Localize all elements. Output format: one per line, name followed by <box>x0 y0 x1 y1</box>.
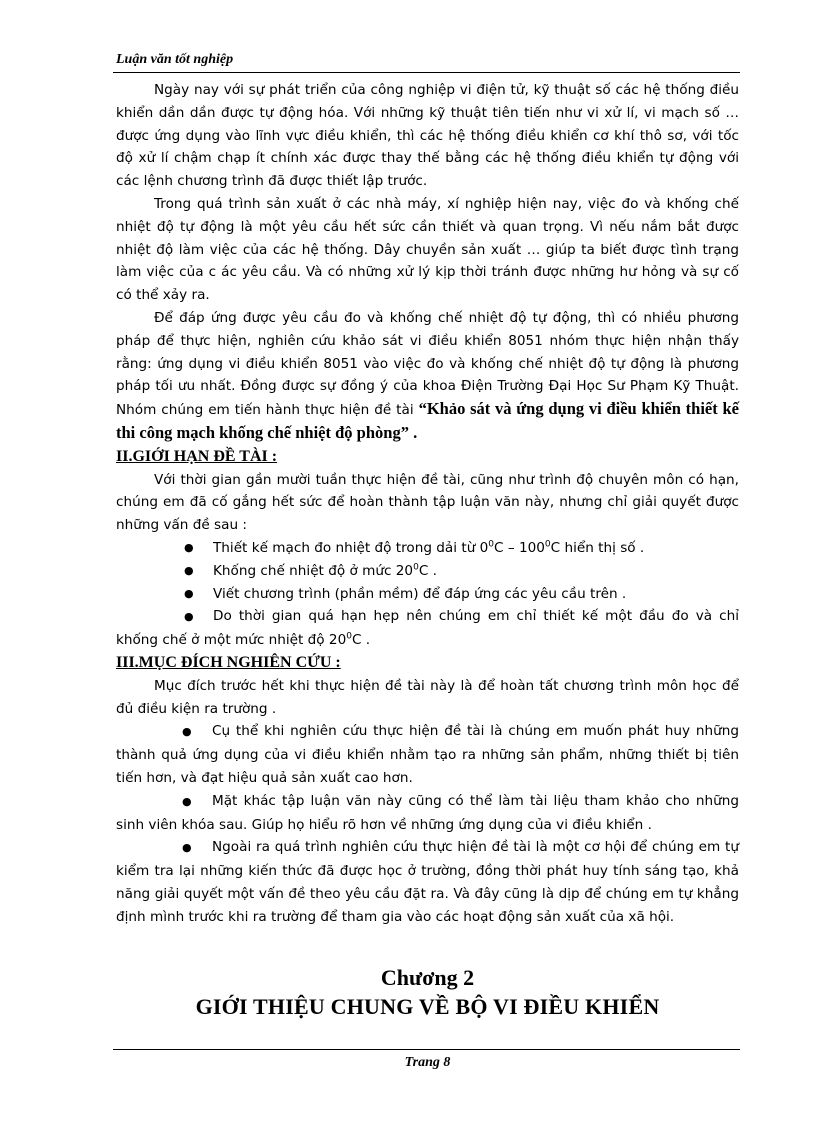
list-item: ● Do thời gian quá hạn hẹp nên chúng em chỉ thiết kế một đầu đo và chỉ khống chế ở một mức nhiệt độ $20^0C$ . <box>116 608 739 649</box>
intro-paragraph-2: Trong quá trình sản xuất ở các nhà máy, xí nghiệp hiện nay, việc đo và khống chế nhiệt độ tự động là một yêu cầu hết sức cần thiết và quan trọng. Vì nếu nắm bắt được nhiệt độ làm việc của các hệ thống. Dây chuyền sản xuất … giúp ta biết được tình trạng làm việc của c ác yêu cầu. Và có những xử lý kịp thời tránh được những hư hỏng và sự cố có thể xảy ra. <box>116 195 739 304</box>
page-number: Trang 8 <box>404 1055 451 1070</box>
section-2-intro: Với thời gian gần mười tuần thực hiện đề tài, cũng như trình độ chuyên môn có hạn, chúng em đã cố gắng hết sức để hoàn thành tập luận văn này, nhưng chỉ giải quyết được những vấn đề sau : <box>116 471 739 534</box>
page-header-title: Luận văn tốt nghiệp <box>116 52 234 67</box>
bullet-icon: ● <box>184 586 194 600</box>
list-item: ● Ngoài ra quá trình nghiên cứu thực hiện đề tài là một cơ hội để chúng em tự kiểm tra lại những kiến thức đã được học ở trường, đồng thời phát huy tính sáng tạo, khả năng giải quyết một vấn đề theo yêu cầu đặt ra. Và đây cũng là dịp để chúng em tự khẳng định mình trước khi ra trường để tham gia vào các hoạt động sản xuất của xã hội. <box>116 839 739 925</box>
bullet-icon: ● <box>182 725 192 739</box>
document-body <box>116 79 739 928</box>
chapter-number: Chương 2 <box>380 965 475 990</box>
bullet-icon: ● <box>184 563 194 577</box>
list-item: ● Khống chế nhiệt độ ở mức $20^0C$ . <box>116 560 739 583</box>
chapter-title: GIỚI THIỆU CHUNG VỀ BỘ VI ĐIỀU KHIỂN <box>195 994 660 1019</box>
header-rule <box>113 72 740 73</box>
paragraph-3-text: Để đáp ứng được yêu cầu đo và khống chế nhiệt độ tự động, thì có nhiều phương pháp để thực hiện, nghiên cứu khảo sát vi điều khiển 8051 nhóm thực hiện nhận thấy rằng: ứng dụng vi điều khiển 8051 vào việc đo và khống chế nhiệt độ tự động là phương pháp tối ưu nhất. Đồng được sự đồng ý của khoa Điện Trường Đại Học Sư Phạm Kỹ Thuật. Nhóm chúng em tiến hành thực hiện đề tài <box>116 309 739 419</box>
section-2-bullet-list <box>116 537 739 652</box>
section-3-heading: III.MỤC ĐÍCH NGHIÊN CỨU : <box>116 653 341 671</box>
bullet-icon: ● <box>182 794 192 808</box>
bullet-icon: ● <box>184 540 194 554</box>
list-item: ● Mặt khác tập luận văn này cũng có thể làm tài liệu tham khảo cho những sinh viên khóa sau. Giúp họ hiểu rõ hơn về những ứng dụng của vi điều khiển . <box>116 792 739 833</box>
section-2-heading: II.GIỚI HẠN ĐỀ TÀI : <box>116 447 278 465</box>
bullet-icon: ● <box>184 610 194 624</box>
thesis-title: “Khảo sát và ứng dụng vi điều khiển thiết kế thi công mạch khống chế nhiệt độ phòng” . <box>116 399 739 442</box>
list-item: ● Cụ thể khi nghiên cứu thực hiện đề tài là chúng em muốn phát huy những thành quả ứng dụng của vi điều khiển nhằm tạo ra những sản phẩm, những thiết bị tiên tiến hơn, và đạt hiệu quả sản xuất cao hơn. <box>116 723 739 786</box>
intro-paragraph-1: Ngày nay với sự phát triển của công nghiệp vi điện tử, kỹ thuật số các hệ thống điều khiển dần dần được tự động hóa. Với những kỹ thuật tiên tiến như vi xử lí, vi mạch số … được ứng dụng vào lĩnh vực điều khiển, thì các hệ thống điều khiển cơ khí thô sơ, với tốc độ xử lí chậm chạp ít chính xác được thay thế bằng các hệ thống điều khiển tự động với các lệnh chương trình đã được thiết lập trước. <box>116 82 739 190</box>
list-item: ● Thiết kế mạch đo nhiệt độ trong dải từ $0^0C - 100^0C$ hiển thị số . <box>116 537 739 560</box>
list-item: ● Viết chương trình (phần mềm) để đáp ứng các yêu cầu trên . <box>116 583 739 606</box>
section-3-intro: Mục đích trước hết khi thực hiện đề tài này là để hoàn tất chương trình môn học để đủ điều kiện ra trường . <box>116 677 739 717</box>
bullet-icon: ● <box>182 841 192 855</box>
footer-rule <box>113 1049 740 1050</box>
intro-paragraph-3 <box>116 307 739 446</box>
